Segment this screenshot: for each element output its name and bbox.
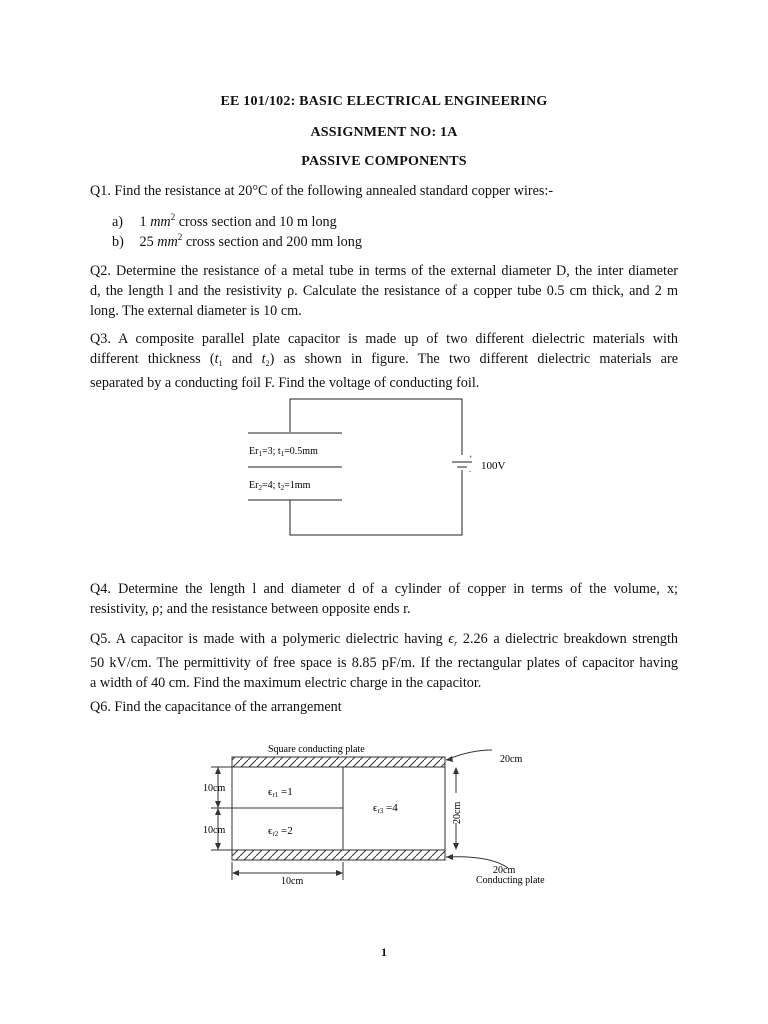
q1-item-a-unit: mm [150, 214, 171, 230]
q1-line: Q1. Find the resistance at 20°C of the following annealed standard copper wires:- [90, 183, 554, 199]
q3-line-3: separated by a conducting foil F. Find the voltage of conducting foil. [90, 374, 480, 391]
q1-item-b-unit: mm [157, 234, 178, 250]
bottom-conducting-plate [232, 850, 445, 860]
q1-item-b-label: b) [112, 234, 124, 250]
layer2-label: $Er_2=4$; $t_2=1mm$ [249, 480, 311, 492]
q3-and: and [222, 350, 262, 367]
right-dim-label: 20cm [452, 801, 463, 824]
q2-line-1: Q2. Determine the resistance of a metal tube in terms of the external diameter D, the inter diameter [90, 263, 678, 279]
left-dim-label-2: 10cm [203, 825, 226, 836]
q3-t1-sub: 1 [218, 358, 223, 368]
voltage-label: 100V [481, 460, 506, 472]
q5-line-3: a width of 40 cm. Find the maximum electric charge in the capacitor. [90, 674, 482, 691]
bottom-dim-label: 10cm [281, 876, 304, 887]
q3-line-2-post: ) as shown in figure. The two different dielectric materials are [269, 350, 678, 367]
q5-epsilon-sub: r [454, 639, 458, 648]
q2-line-3: long. The external diameter is 10 cm. [90, 302, 302, 319]
q5-line-2: 50 kV/cm. The permittivity of free space is 8.85 pF/m. If the rectangular plates of capacitor having [90, 654, 678, 671]
assignment-title: ASSIGNMENT NO: 1A [310, 125, 458, 140]
layer1-label: $Er_1=3$; $t_1=0.5mm$ [249, 446, 318, 458]
q1-item-b-rest: cross section and 200 mm long [185, 234, 362, 250]
battery-plus-label: + [469, 455, 473, 461]
q1-item-b-num: 25 [139, 234, 154, 250]
q6-line: Q6. Find the capacitance of the arrangement [90, 699, 342, 715]
q3-t1: t [214, 350, 219, 367]
conducting-plate-label: Conducting plate [476, 875, 545, 886]
q1-item-a-num: 1 [139, 214, 147, 230]
q4-line-2: resistivity, ρ; and the resistance between opposite ends r. [90, 600, 411, 617]
q3-line-1: Q3. A composite parallel plate capacitor is made up of two different dielectric materials with [90, 331, 678, 347]
course-title: EE 101/102: BASIC ELECTRICAL ENGINEERING [220, 94, 548, 109]
eps3-label: ϵr3 =4 [373, 802, 398, 815]
q3-t2-sub: 2 [265, 358, 270, 368]
battery-minus-label: - [469, 469, 471, 475]
q3-line-2-pre: different thickness ( [90, 350, 215, 367]
eps2-label: ϵr2 =2 [268, 825, 293, 838]
top-right-dim-label: 20cm [500, 754, 523, 765]
q5-epsilon: ϵ [448, 631, 455, 647]
page-number: 1 [381, 945, 387, 959]
q3-t2: t [261, 350, 266, 367]
top-plate-label: Square conducting plate [268, 744, 365, 755]
q1-item-b-exp: 2 [177, 232, 183, 242]
q1-item-a-label: a) [112, 214, 124, 230]
q5-line-1-post: 2.26 a dielectric breakdown strength [457, 631, 679, 647]
topic-title: PASSIVE COMPONENTS [301, 154, 467, 169]
q5-line-1-pre: Q5. A capacitor is made with a polymeric dielectric having [90, 631, 449, 647]
q4-line-1: Q4. Determine the length l and diameter d of a cylinder of copper in terms of the volume, x; [90, 581, 678, 597]
eps1-label: ϵr1 =1 [268, 786, 293, 799]
left-dim-label-1: 10cm [203, 783, 226, 794]
q1-item-a-rest: cross section and 10 m long [178, 214, 337, 230]
q2-line-2: d, the length l and the resistivity ρ. Calculate the resistance of a copper tube 0.5 cm thick, and 2 m [90, 282, 678, 299]
top-right-leader [446, 750, 492, 760]
q1-item-a-exp: 2 [170, 212, 176, 222]
top-conducting-plate [232, 757, 445, 767]
bottom-right-dim-label: 20cm [493, 865, 516, 876]
